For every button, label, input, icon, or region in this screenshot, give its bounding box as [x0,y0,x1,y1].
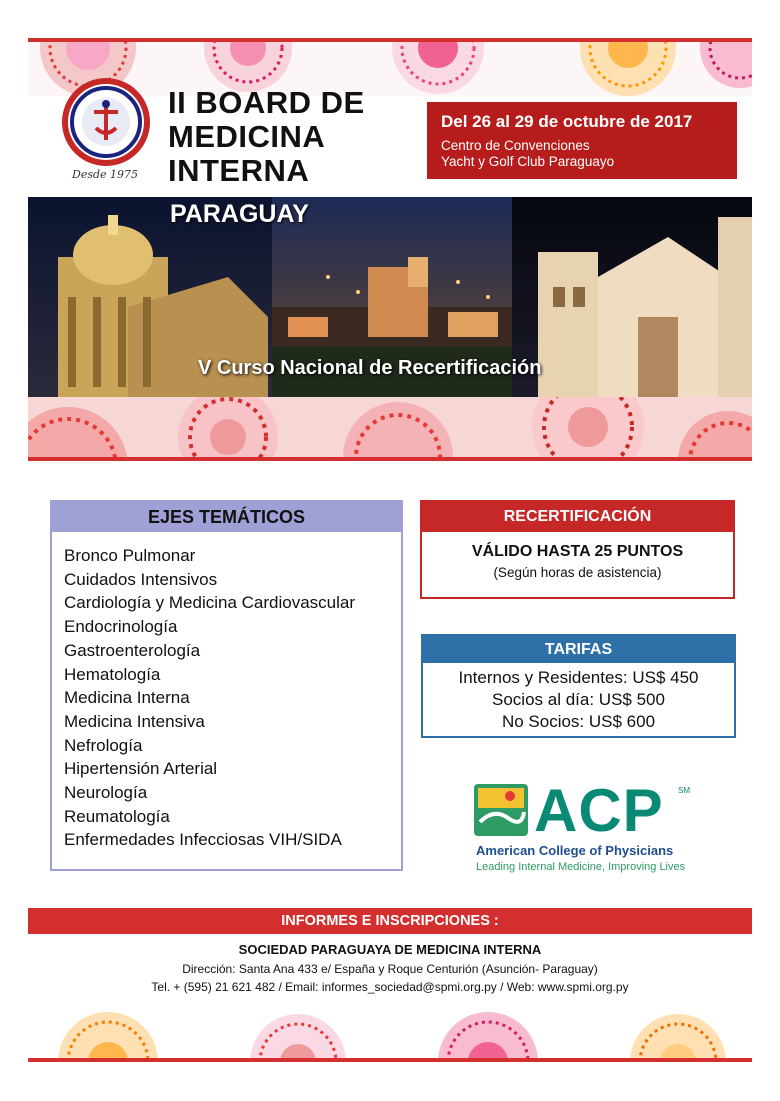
topic-item: Endocrinología [64,617,178,637]
topic-item: Enfermedades Infecciosas VIH/SIDA [64,830,342,850]
spmi-logo [60,76,152,168]
topic-item: Nefrología [64,735,143,755]
fee-item: Internos y Residentes: US$ 450 [458,668,699,687]
acp-tagline: Leading Internal Medicine, Improving Lives [476,861,686,873]
title-line: II BOARD DE [168,85,365,120]
fees-heading: TARIFAS [423,636,734,663]
topic-item: Cuidados Intensivos [64,569,218,589]
title-line: INTERNA [168,153,310,188]
recertification-heading: RECERTIFICACIÓN [422,502,733,532]
topic-item: Cardiología y Medicina Cardiovascular [64,593,356,613]
city-photo-banner [28,197,752,397]
info-bar: INFORMES E INSCRIPCIONES : [28,908,752,934]
acp-emblem-icon [474,782,530,838]
date-venue-box [427,102,737,179]
fee-item: Socios al día: US$ 500 [492,690,665,709]
recertification-box [420,500,735,599]
topic-item: Bronco Pulmonar [64,546,196,565]
lace-fan [532,397,644,461]
topic-item: Gastroenterología [64,640,201,660]
venue-line: Yacht y Golf Club Paraguayo [441,154,615,169]
topics-box [50,500,403,871]
venue-line: Centro de Convenciones [441,138,590,153]
logo-since-text: Desde 1975 [72,168,139,181]
fees-list [423,663,734,733]
topics-list [52,532,401,852]
topic-item: Medicina Intensiva [64,711,205,731]
lace-band-decoration [28,397,752,461]
topic-item: Medicina Interna [64,688,190,708]
topic-item: Hematología [64,664,161,684]
event-title [168,86,365,188]
lace-fan [178,397,278,461]
acp-logo [474,777,690,882]
event-date: Del 26 al 29 de octubre de 2017 [441,112,693,131]
topics-heading: EJES TEMÁTICOS [52,502,401,532]
cathedral-photo [512,197,752,397]
title-line: MEDICINA [168,119,326,154]
topic-item: Hipertensión Arterial [64,759,218,779]
fees-box [421,634,736,738]
course-title: V Curso Nacional de Recertificación [198,357,542,379]
acp-service-mark: SM [678,786,690,795]
topic-item: Neurología [64,783,148,803]
recertification-points: VÁLIDO HASTA 25 PUNTOS [471,543,684,560]
bottom-lace-decoration [28,1000,752,1062]
acp-wordmark: ACP [534,777,664,844]
country-label: PARAGUAY [170,200,309,228]
topic-item: Reumatología [64,806,170,826]
contact-line: Tel. + (595) 21 621 482 / Email: informes_sociedad@spmi.org.py / Web: www.spmi.org.py [151,980,629,994]
acp-name: American College of Physicians [476,843,674,858]
fee-item: No Socios: US$ 600 [501,712,656,731]
address-line: Dirección: Santa Ana 433 e/ España y Roque Centurión (Asunción- Paraguay) [182,962,598,976]
recertification-note: (Según horas de asistencia) [493,565,662,580]
organization-name: SOCIEDAD PARAGUAYA DE MEDICINA INTERNA [238,942,542,957]
